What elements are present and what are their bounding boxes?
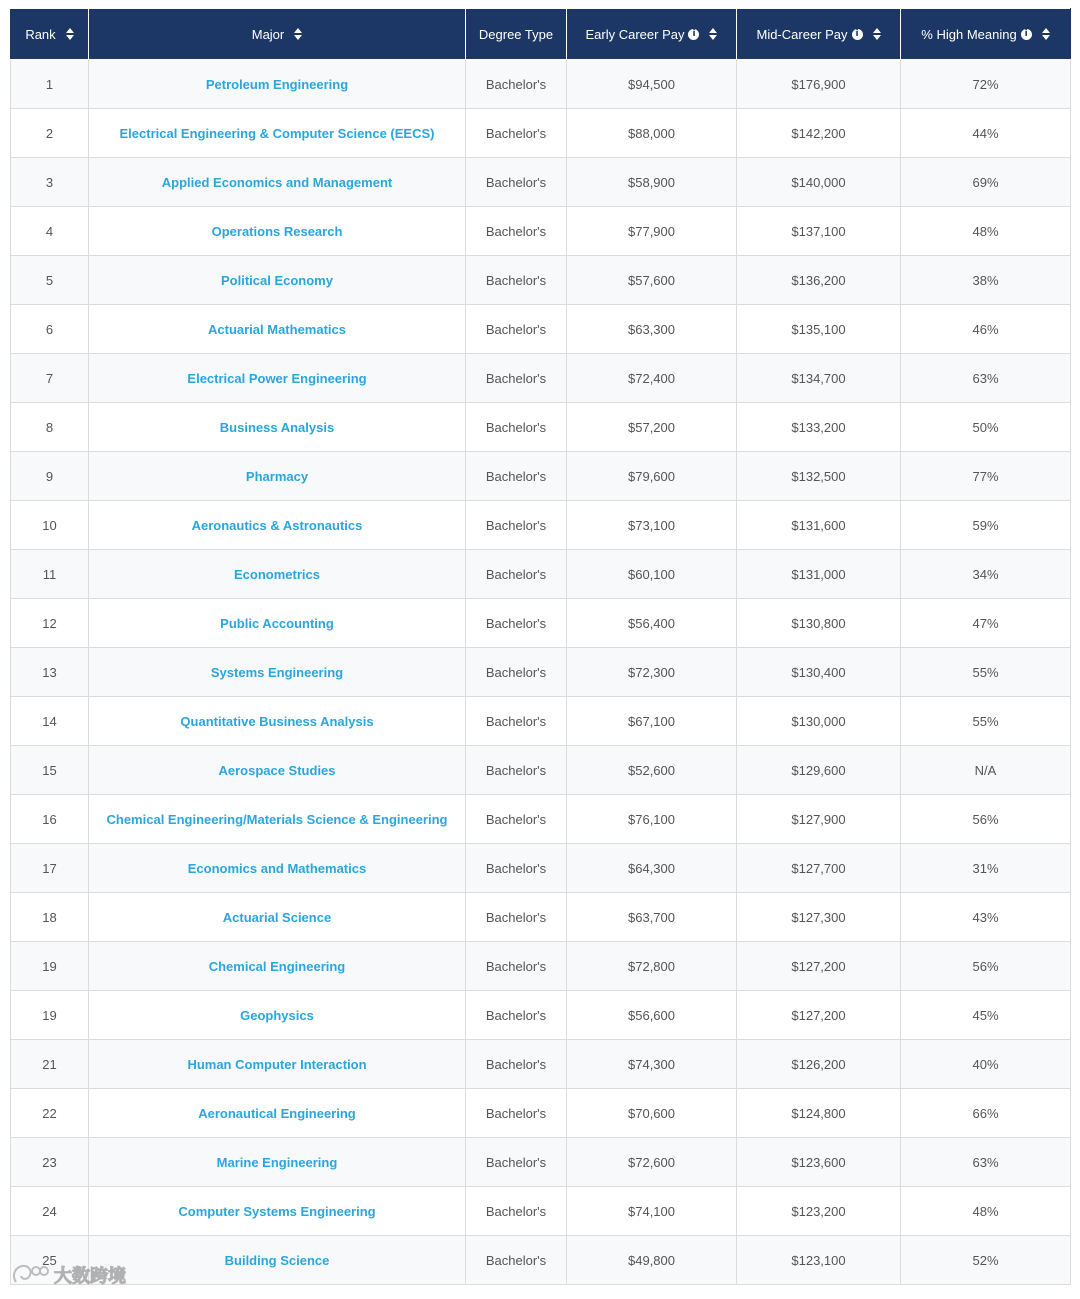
- column-header-rank[interactable]: [11, 9, 89, 60]
- cell-rank: 12: [11, 599, 89, 648]
- cell-degree: Bachelor's: [466, 501, 567, 550]
- cell-rank: 24: [11, 1187, 89, 1236]
- cell-early: $72,800: [567, 942, 737, 991]
- cell-degree: Bachelor's: [466, 942, 567, 991]
- cell-meaning: 44%: [901, 109, 1071, 158]
- cell-degree: Bachelor's: [466, 452, 567, 501]
- major-link[interactable]: Aeronautical Engineering: [198, 1105, 356, 1121]
- cell-mid: $140,000: [737, 158, 901, 207]
- cell-rank: 2: [11, 109, 89, 158]
- cell-meaning: 46%: [901, 305, 1071, 354]
- cell-early: $57,600: [567, 256, 737, 305]
- cell-early: $63,700: [567, 893, 737, 942]
- table-row: [11, 550, 1071, 599]
- cell-degree: Bachelor's: [466, 256, 567, 305]
- cell-meaning: 63%: [901, 1138, 1071, 1187]
- cell-early: $57,200: [567, 403, 737, 452]
- cell-rank: 18: [11, 893, 89, 942]
- cell-degree: Bachelor's: [466, 844, 567, 893]
- table-row: [11, 305, 1071, 354]
- cell-rank: 5: [11, 256, 89, 305]
- cell-degree: Bachelor's: [466, 305, 567, 354]
- cell-degree: Bachelor's: [466, 648, 567, 697]
- major-link[interactable]: Public Accounting: [220, 615, 334, 631]
- cell-major: [89, 452, 466, 501]
- table-row: [11, 844, 1071, 893]
- cell-major: [89, 354, 466, 403]
- cell-meaning: 47%: [901, 599, 1071, 648]
- cell-major: [89, 305, 466, 354]
- major-link[interactable]: Quantitative Business Analysis: [180, 713, 374, 729]
- cell-rank: 23: [11, 1138, 89, 1187]
- table-row: [11, 1138, 1071, 1187]
- column-header-degree: [466, 9, 567, 60]
- cell-rank: 21: [11, 1040, 89, 1089]
- salary-table: [10, 8, 1071, 1285]
- cell-rank: 14: [11, 697, 89, 746]
- major-link[interactable]: Geophysics: [240, 1007, 314, 1023]
- cell-mid: $135,100: [737, 305, 901, 354]
- cell-mid: $142,200: [737, 109, 901, 158]
- info-icon[interactable]: i: [688, 29, 699, 40]
- major-link[interactable]: Electrical Engineering & Computer Science (EECS): [119, 125, 435, 141]
- cell-rank: 3: [11, 158, 89, 207]
- cell-meaning: 50%: [901, 403, 1071, 452]
- cell-early: $72,400: [567, 354, 737, 403]
- table-row: [11, 1040, 1071, 1089]
- cell-meaning: 34%: [901, 550, 1071, 599]
- major-link[interactable]: Computer Systems Engineering: [178, 1203, 376, 1219]
- cell-early: $94,500: [567, 60, 737, 109]
- cell-early: $67,100: [567, 697, 737, 746]
- column-header-meaning[interactable]: [901, 9, 1071, 60]
- cell-early: $56,400: [567, 599, 737, 648]
- major-link[interactable]: Chemical Engineering/Materials Science & Engineering: [106, 811, 448, 827]
- column-header-inner: [921, 27, 1049, 42]
- major-link[interactable]: Actuarial Mathematics: [208, 321, 346, 337]
- cell-early: $58,900: [567, 158, 737, 207]
- cell-meaning: 55%: [901, 697, 1071, 746]
- cell-degree: Bachelor's: [466, 158, 567, 207]
- major-link[interactable]: Economics and Mathematics: [187, 860, 367, 876]
- major-link[interactable]: Systems Engineering: [210, 664, 344, 680]
- cell-mid: $127,700: [737, 844, 901, 893]
- cell-early: $52,600: [567, 746, 737, 795]
- table-row: [11, 1236, 1071, 1285]
- table-row: [11, 746, 1071, 795]
- cell-major: [89, 1236, 466, 1285]
- cell-rank: 22: [11, 1089, 89, 1138]
- cell-mid: $131,600: [737, 501, 901, 550]
- logo-icon: [10, 1262, 50, 1288]
- major-link[interactable]: Pharmacy: [245, 468, 309, 484]
- cell-major: [89, 256, 466, 305]
- cell-mid: $123,600: [737, 1138, 901, 1187]
- cell-mid: $176,900: [737, 60, 901, 109]
- column-header-label: Major: [251, 26, 285, 42]
- table-row: [11, 109, 1071, 158]
- sort-icon[interactable]: [873, 28, 881, 40]
- sort-icon[interactable]: [294, 28, 302, 40]
- cell-major: [89, 550, 466, 599]
- cell-meaning: 56%: [901, 795, 1071, 844]
- cell-mid: $132,500: [737, 452, 901, 501]
- cell-early: $79,600: [567, 452, 737, 501]
- watermark: [10, 1262, 126, 1288]
- cell-major: [89, 501, 466, 550]
- cell-major: [89, 109, 466, 158]
- cell-rank: 4: [11, 207, 89, 256]
- cell-degree: Bachelor's: [466, 991, 567, 1040]
- cell-degree: Bachelor's: [466, 1187, 567, 1236]
- table-row: [11, 893, 1071, 942]
- cell-meaning: 72%: [901, 60, 1071, 109]
- cell-meaning: 55%: [901, 648, 1071, 697]
- cell-rank: 11: [11, 550, 89, 599]
- cell-meaning: 48%: [901, 207, 1071, 256]
- cell-meaning: 66%: [901, 1089, 1071, 1138]
- cell-degree: Bachelor's: [466, 1040, 567, 1089]
- cell-major: [89, 942, 466, 991]
- column-header-inner: [25, 27, 73, 42]
- info-icon[interactable]: i: [1021, 29, 1032, 40]
- column-header-mid[interactable]: [737, 9, 901, 60]
- table-row: [11, 452, 1071, 501]
- column-header-inner: [252, 27, 303, 42]
- table-body: [11, 60, 1071, 1285]
- cell-mid: $127,900: [737, 795, 901, 844]
- cell-rank: 15: [11, 746, 89, 795]
- cell-degree: Bachelor's: [466, 403, 567, 452]
- column-header-inner: [756, 27, 880, 42]
- table-row: [11, 60, 1071, 109]
- cell-major: [89, 746, 466, 795]
- table-row: [11, 256, 1071, 305]
- cell-rank: 13: [11, 648, 89, 697]
- column-header-label: % High Meaning: [921, 26, 1017, 42]
- cell-major: [89, 1138, 466, 1187]
- cell-rank: 6: [11, 305, 89, 354]
- cell-mid: $131,000: [737, 550, 901, 599]
- cell-major: [89, 648, 466, 697]
- cell-degree: Bachelor's: [466, 109, 567, 158]
- cell-rank: 9: [11, 452, 89, 501]
- cell-early: $56,600: [567, 991, 737, 1040]
- cell-mid: $126,200: [737, 1040, 901, 1089]
- cell-degree: Bachelor's: [466, 746, 567, 795]
- major-link[interactable]: Aerospace Studies: [218, 762, 336, 778]
- cell-meaning: N/A: [901, 746, 1071, 795]
- cell-early: $49,800: [567, 1236, 737, 1285]
- major-link[interactable]: Business Analysis: [219, 419, 335, 435]
- major-link[interactable]: Human Computer Interaction: [187, 1056, 367, 1072]
- major-link[interactable]: Econometrics: [234, 566, 320, 582]
- cell-major: [89, 158, 466, 207]
- cell-mid: $123,100: [737, 1236, 901, 1285]
- table-row: [11, 942, 1071, 991]
- cell-major: [89, 1187, 466, 1236]
- cell-mid: $124,800: [737, 1089, 901, 1138]
- cell-major: [89, 893, 466, 942]
- cell-meaning: 45%: [901, 991, 1071, 1040]
- cell-major: [89, 60, 466, 109]
- major-link[interactable]: Operations Research: [211, 223, 343, 239]
- column-header-label: Mid-Career Pay: [756, 26, 848, 42]
- table-row: [11, 795, 1071, 844]
- cell-early: $74,300: [567, 1040, 737, 1089]
- cell-degree: Bachelor's: [466, 599, 567, 648]
- cell-degree: Bachelor's: [466, 207, 567, 256]
- cell-early: $70,600: [567, 1089, 737, 1138]
- cell-rank: 19: [11, 991, 89, 1040]
- cell-early: $73,100: [567, 501, 737, 550]
- table-row: [11, 354, 1071, 403]
- cell-early: $74,100: [567, 1187, 737, 1236]
- major-link[interactable]: Marine Engineering: [216, 1154, 338, 1170]
- cell-meaning: 69%: [901, 158, 1071, 207]
- cell-mid: $130,800: [737, 599, 901, 648]
- cell-meaning: 56%: [901, 942, 1071, 991]
- cell-mid: $127,200: [737, 942, 901, 991]
- cell-early: $88,000: [567, 109, 737, 158]
- cell-major: [89, 697, 466, 746]
- watermark-text: 大数跨境: [54, 1266, 126, 1287]
- cell-rank: 7: [11, 354, 89, 403]
- cell-early: $77,900: [567, 207, 737, 256]
- cell-major: [89, 844, 466, 893]
- cell-major: [89, 403, 466, 452]
- cell-rank: 19: [11, 942, 89, 991]
- major-link[interactable]: Aeronautics & Astronautics: [191, 517, 363, 533]
- cell-rank: 17: [11, 844, 89, 893]
- table-header: [11, 9, 1071, 60]
- column-header-inner: [479, 27, 553, 42]
- sort-icon[interactable]: [1042, 28, 1050, 40]
- cell-mid: $127,300: [737, 893, 901, 942]
- cell-degree: Bachelor's: [466, 354, 567, 403]
- cell-degree: Bachelor's: [466, 1138, 567, 1187]
- cell-major: [89, 1089, 466, 1138]
- column-header-label: Early Career Pay: [585, 26, 685, 42]
- table-row: [11, 697, 1071, 746]
- table-row: [11, 1089, 1071, 1138]
- cell-rank: 16: [11, 795, 89, 844]
- cell-mid: $134,700: [737, 354, 901, 403]
- cell-degree: Bachelor's: [466, 60, 567, 109]
- cell-major: [89, 207, 466, 256]
- major-link[interactable]: Actuarial Science: [222, 909, 332, 925]
- cell-early: $72,300: [567, 648, 737, 697]
- table-row: [11, 1187, 1071, 1236]
- table-row: [11, 991, 1071, 1040]
- cell-meaning: 38%: [901, 256, 1071, 305]
- table-row: [11, 599, 1071, 648]
- cell-early: $60,100: [567, 550, 737, 599]
- column-header-label: Degree Type: [478, 26, 554, 42]
- cell-meaning: 48%: [901, 1187, 1071, 1236]
- table-row: [11, 158, 1071, 207]
- cell-mid: $129,600: [737, 746, 901, 795]
- cell-degree: Bachelor's: [466, 1236, 567, 1285]
- cell-early: $64,300: [567, 844, 737, 893]
- cell-early: $72,600: [567, 1138, 737, 1187]
- cell-degree: Bachelor's: [466, 893, 567, 942]
- cell-degree: Bachelor's: [466, 550, 567, 599]
- cell-rank: 1: [11, 60, 89, 109]
- cell-mid: $130,000: [737, 697, 901, 746]
- cell-major: [89, 1040, 466, 1089]
- cell-degree: Bachelor's: [466, 697, 567, 746]
- cell-mid: $136,200: [737, 256, 901, 305]
- cell-rank: 25: [11, 1236, 89, 1285]
- cell-early: $63,300: [567, 305, 737, 354]
- sort-icon[interactable]: [66, 28, 74, 40]
- column-header-inner: [586, 27, 718, 42]
- major-link[interactable]: Political Economy: [221, 272, 333, 288]
- major-link[interactable]: Petroleum Engineering: [205, 76, 349, 92]
- cell-early: $76,100: [567, 795, 737, 844]
- table-row: [11, 648, 1071, 697]
- cell-major: [89, 795, 466, 844]
- cell-mid: $130,400: [737, 648, 901, 697]
- cell-major: [89, 991, 466, 1040]
- sort-icon[interactable]: [709, 28, 717, 40]
- cell-rank: 8: [11, 403, 89, 452]
- cell-meaning: 63%: [901, 354, 1071, 403]
- column-header-early[interactable]: [567, 9, 737, 60]
- table-row: [11, 501, 1071, 550]
- table-row: [11, 207, 1071, 256]
- cell-mid: $133,200: [737, 403, 901, 452]
- major-link[interactable]: Applied Economics and Management: [161, 174, 393, 190]
- major-link[interactable]: Building Science: [224, 1252, 330, 1268]
- cell-meaning: 43%: [901, 893, 1071, 942]
- cell-rank: 10: [11, 501, 89, 550]
- info-icon[interactable]: i: [852, 29, 863, 40]
- cell-meaning: 77%: [901, 452, 1071, 501]
- column-header-major[interactable]: [89, 9, 466, 60]
- cell-degree: Bachelor's: [466, 1089, 567, 1138]
- cell-mid: $123,200: [737, 1187, 901, 1236]
- cell-degree: Bachelor's: [466, 795, 567, 844]
- cell-meaning: 40%: [901, 1040, 1071, 1089]
- cell-meaning: 59%: [901, 501, 1071, 550]
- major-link[interactable]: Chemical Engineering: [208, 958, 346, 974]
- major-link[interactable]: Electrical Power Engineering: [187, 370, 367, 386]
- cell-mid: $127,200: [737, 991, 901, 1040]
- header-row: [11, 9, 1071, 60]
- cell-meaning: 52%: [901, 1236, 1071, 1285]
- cell-meaning: 31%: [901, 844, 1071, 893]
- cell-mid: $137,100: [737, 207, 901, 256]
- table-row: [11, 403, 1071, 452]
- column-header-label: Rank: [25, 26, 56, 42]
- cell-major: [89, 599, 466, 648]
